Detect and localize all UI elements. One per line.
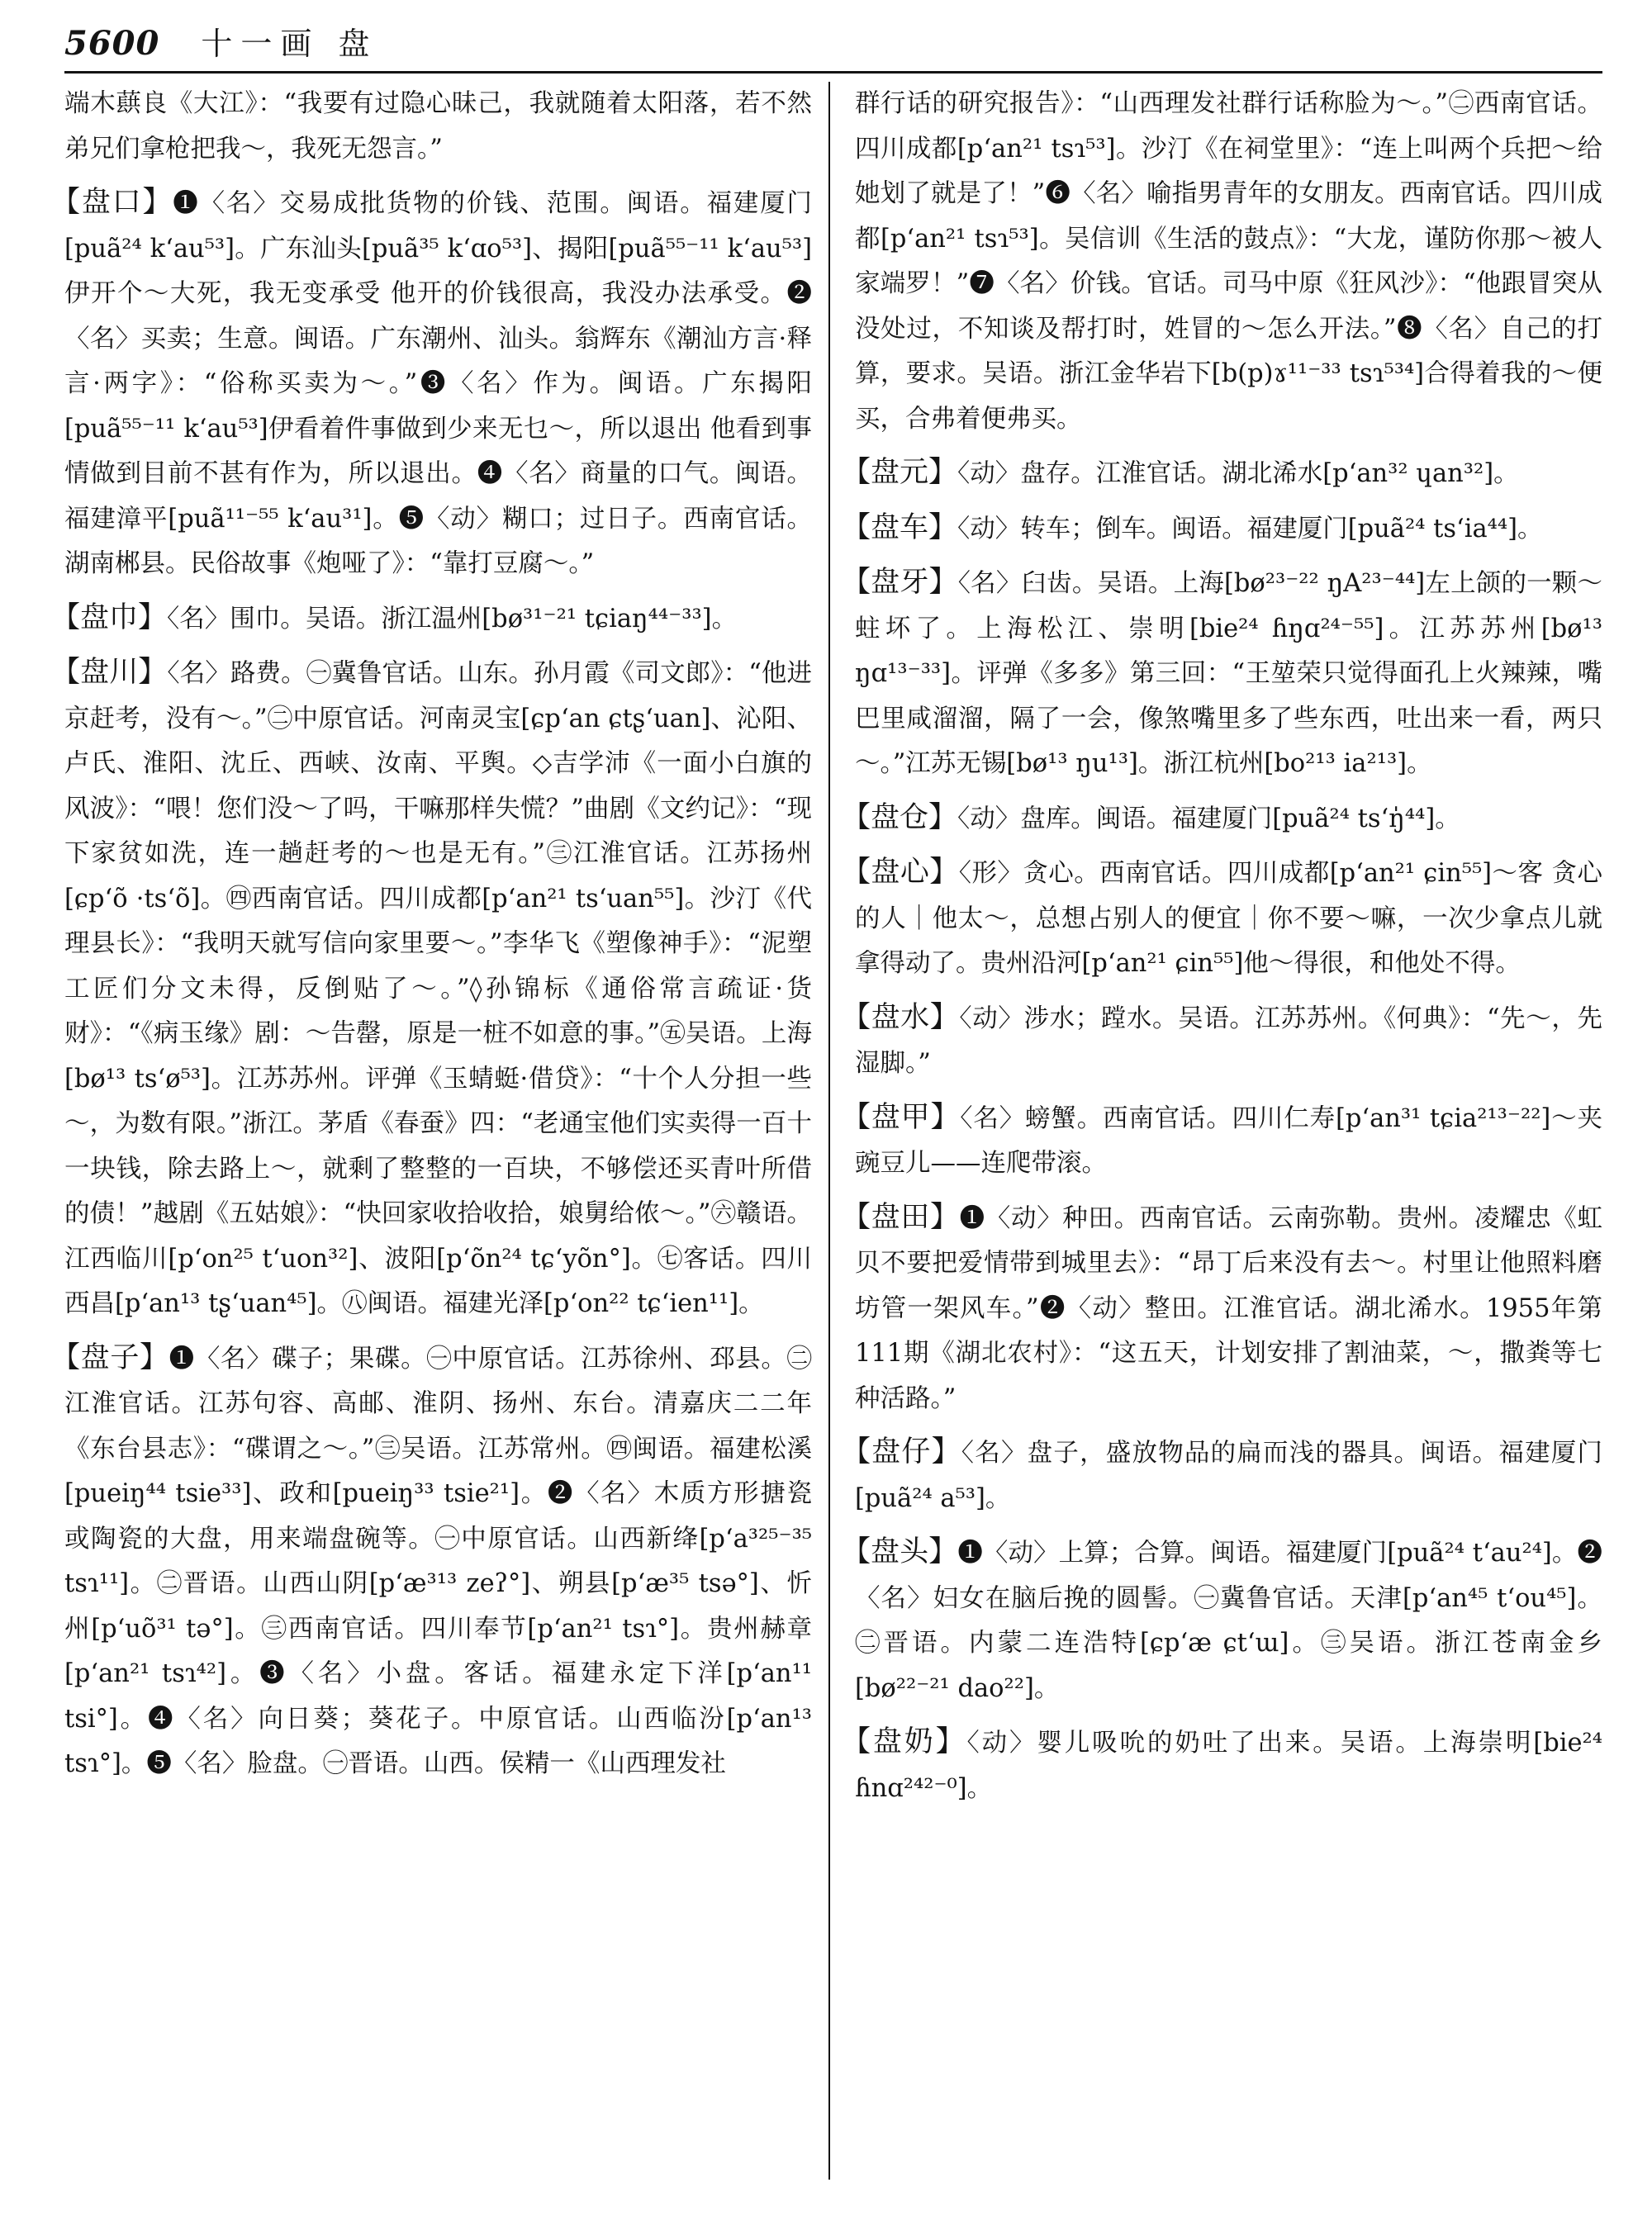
entry-headword: 【盘水】 bbox=[841, 1000, 960, 1034]
dictionary-entry bbox=[841, 795, 1602, 842]
entry-definition: 〈名〉路费。㊀冀鲁官话。山东。孙月霞《司文郎》：“他进京赶考，没有～。”㊁中原官话。河南灵宝[ɕp‘an ɕtʂ‘uan]、沁阳、卢氏、淮阳、沈丘、西峡、汝南、平舆。◇吉学沛《一面小白旗的风波》：“喂！您们没～了吗，干嘛那样失慌？”曲剧《文约记》：“现下家贫如洗，连一趟赶考的～也是无有。”㊂江淮官话。江苏扬州[ɕp‘õ ·ts‘õ]。㊃西南官话。四川成都[p‘an²¹ ts‘uan⁵⁵]。沙汀《代理县长》：“我明天就写信向家里要～。”李华飞《塑像神手》：“泥塑工匠们分文未得，反倒贴了～。”◊孙锦标《通俗常言疏证·货财》：“《病玉缘》剧：～告罄，原是一桩不如意的事。”㊄吴语。上海[bø¹³ ts‘ø⁵³]。江苏苏州。评弹《玉蜻蜓·借贷》：“十个人分担一些～，为数有限。”浙江。茅盾《春蚕》四：“老通宝他们实卖得一百十一块钱，除去路上～，就剩了整整的一百块，不够偿还买青叶所借的债！”越剧《五姑娘》：“快回家收拾收拾，娘舅给侬～。”㊅赣语。江西临川[p‘on²⁵ t‘uon³²]、波阳[p‘õn²⁴ tɕ‘yõn°]。㊆客话。四川西昌[p‘an¹³ tʂ‘uan⁴⁵]。㊇闽语。福建光泽[p‘on²² tɕ‘ien¹¹]。 bbox=[64, 659, 813, 1318]
entry-definition: ❶〈名〉碟子；果碟。㊀中原官话。江苏徐州、邳县。㊁江淮官话。江苏句容、高邮、淮阴、扬州、东台。清嘉庆二二年《东台县志》：“碟谓之～。”㊂吴语。江苏常州。㊃闽语。福建松溪[pueiŋ⁴⁴ tsie³³]、政和[pueiŋ³³ tsie²¹]。❷〈名〉木质方形搪瓷或陶瓷的大盘，用来端盘碗等。㊀中原官话。山西新绛[p‘a³²⁵⁻³⁵ tsɿ¹¹]。㊁晋语。山西山阴[p‘æ³¹³ zeʔ°]、朔县[p‘æ³⁵ tsə°]、忻州[p‘uõ³¹ tə°]。㊂西南官话。四川奉节[p‘an²¹ tsɿ°]。贵州赫章[p‘an²¹ tsɿ⁴²]。❸〈名〉小盘。客话。福建永定下洋[p‘an¹¹ tsi°]。❹〈名〉向日葵；葵花子。中原官话。山西临汾[p‘an¹³ tsɿ°]。❺〈名〉脸盘。㊀晋语。山西。侯精一《山西理发社 bbox=[64, 1344, 813, 1778]
page-number: 5600 bbox=[64, 24, 160, 63]
entry-headword: 【盘车】 bbox=[841, 510, 957, 544]
page-header bbox=[64, 18, 1602, 66]
entry-headword: 【盘仔】 bbox=[841, 1435, 961, 1468]
entry-definition: 〈名〉螃蟹。西南官话。四川仁寿[p‘an³¹ tɕia²¹³⁻²²]～夹豌豆儿——连爬带滚。 bbox=[854, 1103, 1602, 1178]
dictionary-entry bbox=[841, 1530, 1602, 1711]
dictionary-entry bbox=[841, 560, 1602, 787]
dictionary-entry bbox=[51, 595, 812, 643]
dictionary-entry bbox=[51, 650, 813, 1327]
entry-headword: 【盘元】 bbox=[841, 456, 957, 489]
continuation-text: 群行话的研究报告》：“山西理发社群行话称脸为～。”㊁西南官话。四川成都[p‘an²¹ tsɿ⁵³]。沙汀《在祠堂里》：“连上叫两个兵把～给她划了就是了！”❻〈名〉喻指男青年的女朋友。西南官话。四川成都[p‘an²¹ tsɿ⁵³]。吴信训《生活的鼓点》：“大龙，谨防你那～被人家端罗！”❼〈名〉价钱。官话。司马中原《狂风沙》：“他跟冒突从没处过，不知谈及帮打时，姓冒的～怎么开法。”❽〈名〉自己的打算，要求。吴语。浙江金华岩下[b(p)ɤ¹¹⁻³³ tsɿ⁵³⁴]合得着我的～便买，合弗着便弗买。 bbox=[854, 89, 1602, 434]
entry-definition: 〈名〉围巾。吴语。浙江温州[bø³¹⁻²¹ tɕiaŋ⁴⁴⁻³³]。 bbox=[167, 604, 738, 633]
dictionary-entry bbox=[841, 450, 1602, 497]
entry-definition: ❶〈动〉种田。西南官话。云南弥勒。贵州。凌耀忠《虹贝不要把爱情带到城里去》：“昂丁后来没有去～。村里让他照料磨坊管一架风车。”❷〈动〉整田。江淮官话。湖北浠水。1955年第111期《湖北农村》：“这五天，计划安排了割油菜，～，撒粪等七种活路。” bbox=[854, 1203, 1602, 1413]
entry-headword: 【盘仓】 bbox=[841, 800, 957, 834]
entry-headword: 【盘巾】 bbox=[51, 600, 168, 634]
right-column bbox=[830, 82, 1602, 2180]
dictionary-entry bbox=[841, 1195, 1602, 1422]
entry-headword: 【盘田】 bbox=[841, 1200, 960, 1234]
chapter-label: 十一画 盘 bbox=[201, 26, 378, 62]
dictionary-entry bbox=[841, 995, 1602, 1087]
continuation-text: 端木蕻良《大江》：“我要有过隐心昧己，我就随着太阳落，若不然弟兄们拿枪把我～，我死无怨言。” bbox=[64, 89, 813, 164]
entry-definition: ❶〈名〉交易成批货物的价钱、范围。闽语。福建厦门[puã²⁴ k‘au⁵³]。广东汕头[puã³⁵ k‘ɑo⁵³]、揭阳[puã⁵⁵⁻¹¹ k‘au⁵³]伊开个～大死，我无变承受 他开的价钱很高，我没办法承受。❷〈名〉买卖；生意。闽语。广东潮州、汕头。翁辉东《潮汕方言·释言·两字》：“俗称买卖为～。”❸〈名〉作为。闽语。广东揭阳[puã⁵⁵⁻¹¹ k‘au⁵³]伊看着件事做到少来无乜～，所以退出 他看到事情做到目前不甚有作为，所以退出。❹〈名〉商量的口气。闽语。福建漳平[puã¹¹⁻⁵⁵ k‘au³¹]。❺〈动〉糊口；过日子。西南官话。湖南郴县。民俗故事《炮哑了》：“靠打豆腐～。” bbox=[64, 189, 813, 578]
entry-headword: 【盘牙】 bbox=[841, 566, 958, 599]
entry-definition: 〈动〉盘存。江淮官话。湖北浠水[p‘an³² ɥan³²]。 bbox=[957, 459, 1519, 488]
entry-definition: ❶〈动〉上算；合算。闽语。福建厦门[puã²⁴ t‘au²⁴]。❷〈名〉妇女在脑后挽的圆髻。㊀冀鲁官话。天津[p‘an⁴⁵ t‘ou⁴⁵]。㊁晋语。内蒙二连浩特[ɕp‘æ ɕt‘ɯ]。㊂吴语。浙江苍南金乡[bø²²⁻²¹ dao²²]。 bbox=[854, 1539, 1602, 1703]
entry-definition: 〈动〉涉水；蹚水。吴语。江苏苏州。《何典》：“先～，先湿脚。” bbox=[854, 1004, 1602, 1078]
left-column bbox=[51, 82, 828, 2180]
entry-headword: 【盘川】 bbox=[51, 656, 168, 689]
header-rule bbox=[64, 71, 1602, 74]
dictionary-entry bbox=[841, 1095, 1602, 1187]
entry-headword: 【盘口】 bbox=[51, 186, 173, 219]
entry-headword: 【盘子】 bbox=[51, 1340, 169, 1374]
entry-headword: 【盘心】 bbox=[841, 856, 959, 889]
dictionary-entry bbox=[51, 180, 813, 587]
dictionary-entry bbox=[841, 1720, 1602, 1811]
two-column-body bbox=[51, 82, 1602, 2180]
entry-definition: 〈动〉婴儿吸吮的奶吐了出来。吴语。上海崇明[bie²⁴ ɦnɑ²⁴²⁻⁰]。 bbox=[854, 1729, 1602, 1803]
dictionary-entry bbox=[51, 1336, 813, 1787]
entry-headword: 【盘奶】 bbox=[841, 1725, 967, 1758]
entry-definition: 〈形〉贪心。西南官话。四川成都[p‘an²¹ ɕin⁵⁵]～客 贪心的人｜他太～，总想占别人的便宜｜你不要～嘛，一次少拿点儿就拿得动了。贵州沿河[p‘an²¹ ɕin⁵⁵]他～得很，和他处不得。 bbox=[854, 859, 1602, 978]
entry-definition: 〈名〉臼齿。吴语。上海[bø²³⁻²² ŋA²³⁻⁴⁴]左上颌的一颗～蛀坏了。上海松江、崇明[bie²⁴ ɦŋɑ²⁴⁻⁵⁵]。江苏苏州[bø¹³ ŋɑ¹³⁻³³]。评弹《多多》第三回：“王堃荣只觉得面孔上火辣辣，嘴巴里咸溜溜，隔了一会，像煞嘴里多了些东西，吐出来一看，两只～。”江苏无锡[bø¹³ ŋu¹³]。浙江杭州[bo²¹³ ia²¹³]。 bbox=[854, 569, 1602, 778]
entry-definition: 〈动〉转车；倒车。闽语。福建厦门[puã²⁴ ts‘ia⁴⁴]。 bbox=[957, 514, 1543, 543]
dictionary-entry bbox=[841, 1430, 1602, 1521]
dictionary-entry bbox=[841, 505, 1602, 553]
entry-headword: 【盘甲】 bbox=[841, 1100, 961, 1134]
dictionary-entry bbox=[841, 850, 1602, 987]
entry-definition: 〈名〉盘子，盛放物品的扁而浅的器具。闽语。福建厦门[puã²⁴ a⁵³]。 bbox=[854, 1439, 1602, 1513]
entry-definition: 〈动〉盘库。闽语。福建厦门[puã²⁴ ts‘ŋ̍⁴⁴]。 bbox=[957, 804, 1460, 833]
entry-headword: 【盘头】 bbox=[841, 1535, 958, 1568]
